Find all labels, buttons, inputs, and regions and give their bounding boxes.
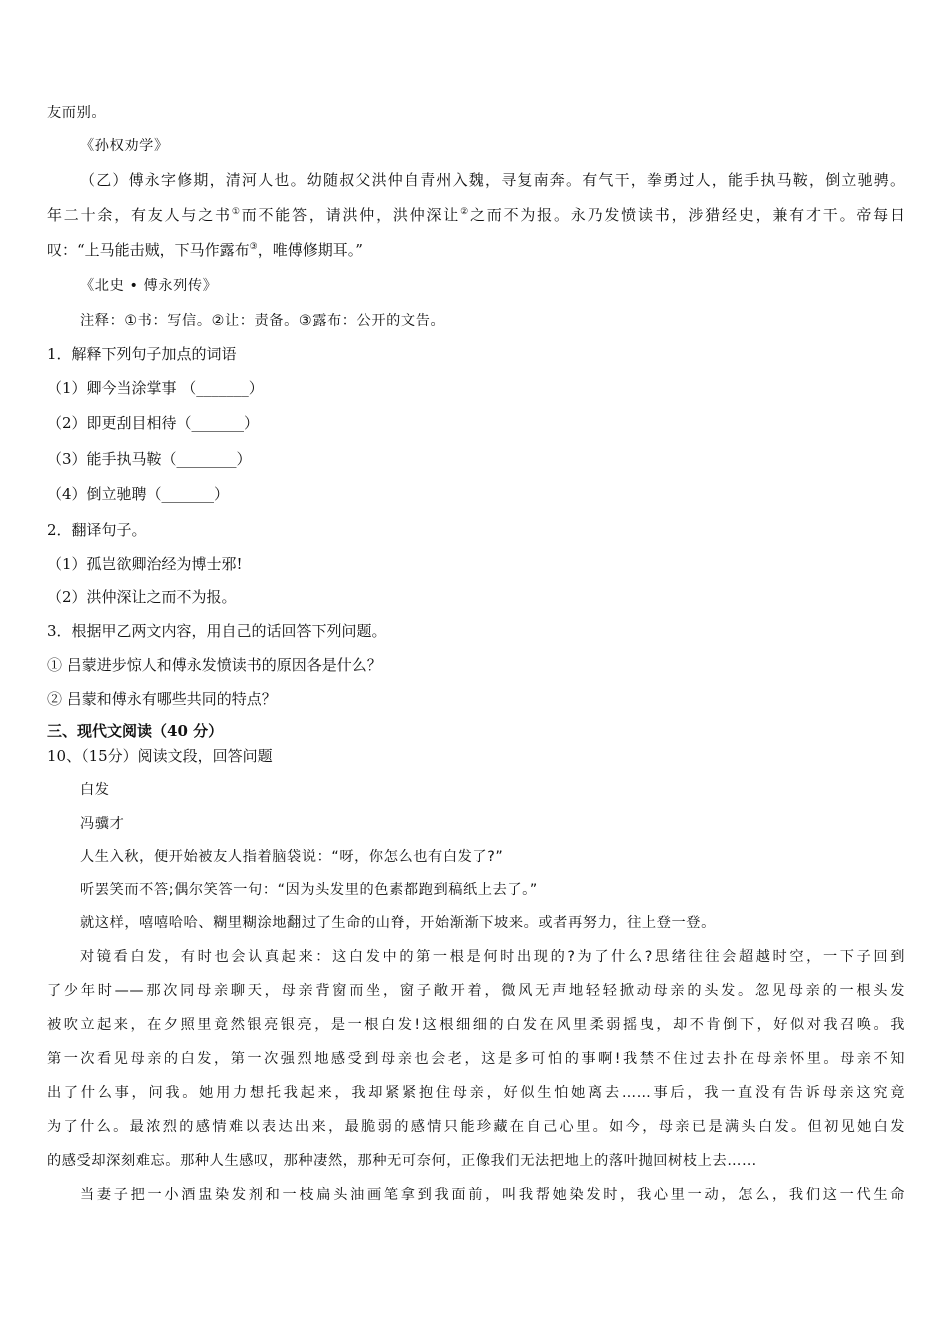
- paragraph: 人生入秋，便开始被友人指着脑袋说：“呀，你怎么也有白发了?”: [80, 849, 504, 865]
- paragraph-line: 被吹立起来，在夕照里竟然银亮银亮，是一根白发!这根细细的白发在风里柔弱摇曳，却不肯倒下，好似对我召唤。我: [47, 1017, 905, 1033]
- paragraph: 就这样，嘻嘻哈哈、糊里糊涂地翻过了生命的山脊，开始渐渐下坡来。或者再努力，往上登一登。: [80, 915, 716, 931]
- footnotes: 注释：①书：写信。②让：责备。③露布：公开的文告。: [80, 313, 446, 329]
- footnote-mark: ②: [460, 207, 470, 217]
- paragraph-line: 第一次看见母亲的白发，第一次强烈地感受到母亲也会老，这是多可怕的事啊!我禁不住过去扑在母亲怀里。母亲不知: [47, 1051, 905, 1067]
- source-citation: 《北史 • 傅永列传》: [80, 278, 218, 294]
- paragraph-line: 的感受却深刻难忘。那种人生感叹，那种凄然，那种无可奈何，正像我们无法把地上的落叶抛回树枝上去……: [47, 1153, 757, 1169]
- question-heading: 2．翻译句子。: [47, 521, 147, 539]
- question-item: （1）孤岂欲卿治经为博士邪!: [47, 555, 243, 573]
- paragraph-line: 为了什么。最浓烈的感情难以表达出来，最脆弱的感情只能珍藏在自己心里。如今，母亲已是满头白发。但初见她白发: [47, 1119, 905, 1135]
- question-item: ② 吕蒙和傅永有哪些共同的特点？: [47, 690, 277, 708]
- question-heading: 10、（15分）阅读文段，回答问题: [47, 747, 273, 765]
- question-item: ① 吕蒙进步惊人和傅永发愤读书的原因各是什么？: [47, 656, 382, 674]
- section-heading: 三、现代文阅读（40 分）: [47, 722, 224, 740]
- question-item: （2）洪仲深让之而不为报。: [47, 588, 237, 606]
- text-line: 友而别。: [47, 105, 107, 121]
- paragraph-line: 对镜看白发，有时也会认真起来：这白发中的第一根是何时出现的?为了什么?思绪往往会超越时空，一下子回到: [80, 949, 905, 965]
- article-title: 白发: [80, 782, 110, 798]
- paragraph-line: 了少年时——那次同母亲聊天，母亲背窗而坐，窗子敞开着，微风无声地轻轻掀动母亲的头发。忽见母亲的一根头发: [47, 983, 905, 999]
- paragraph-line: 当妻子把一小酒盅染发剂和一枝扁头油画笔拿到我面前，叫我帮她染发时，我心里一动，怎么，我们这一代生命: [80, 1187, 905, 1203]
- text-span: 而不能答，请洪仲，洪仲深让: [241, 206, 461, 224]
- question-item: （3）能手执马鞍（________）: [47, 450, 252, 468]
- text-span: 年二十余，有友人与之书: [47, 206, 232, 224]
- question-item: （4）倒立驰聘（_______）: [47, 485, 230, 503]
- text-span: 叹：“上马能击贼，下马作露布: [47, 241, 250, 259]
- text-span: ，唯傅修期耳。”: [257, 241, 363, 259]
- question-heading: 3．根据甲乙两文内容，用自己的话回答下列问题。: [47, 622, 387, 640]
- question-heading: 1．解释下列句子加点的词语: [47, 345, 237, 363]
- question-item: （1）卿今当涂掌事 （_______）: [47, 379, 264, 397]
- text-line: [47, 240, 363, 260]
- paragraph-line: 出了什么事，问我。她用力想托我起来，我却紧紧抱住母亲，好似生怕她离去……事后，我一直没有告诉母亲这究竟: [47, 1085, 905, 1101]
- footnote-mark: ①: [231, 207, 242, 217]
- source-citation: 《孙权劝学》: [80, 138, 169, 154]
- footnote-mark: ③: [249, 242, 258, 252]
- paragraph: 听罢笑而不答;偶尔笑答一句：“因为头发里的色素都跑到稿纸上去了。”: [80, 882, 538, 898]
- text-line: [47, 205, 905, 225]
- question-item: （2）即更刮目相待（_______）: [47, 414, 260, 432]
- text-span: 之而不为报。永乃发愤读书，涉猎经史，兼有才干。帝每日: [469, 206, 905, 224]
- text-line: （乙）傅永字修期，清河人也。幼随叔父洪仲自青州入魏，寻复南奔。有气干，拳勇过人，能手执马鞍，倒立驰骋。: [80, 171, 905, 189]
- article-author: 冯骥才: [80, 816, 125, 832]
